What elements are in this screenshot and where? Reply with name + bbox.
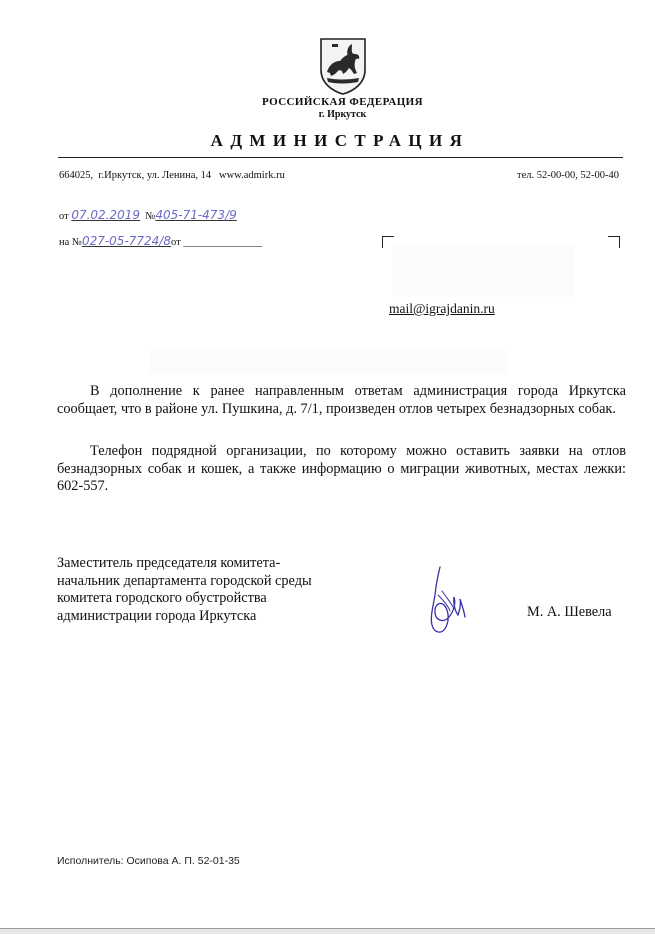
- redacted-recipient: [392, 245, 574, 297]
- header-divider: [58, 157, 623, 158]
- reply-registration: [59, 234, 262, 248]
- address-corner-right: [608, 236, 620, 248]
- handwritten-reply-number: 027-05-7724/8: [81, 234, 171, 248]
- handwritten-number: 405-71-473/9: [155, 208, 237, 222]
- position-line: администрации города Иркутска: [57, 607, 257, 624]
- body-paragraph-2: Телефон подрядной организации, по которому можно оставить заявки на отлов безнадзорных собак и кошек, а также информацию о миграции животных, местах лежки: 602-557.: [57, 443, 626, 494]
- body-paragraph-1: В дополнение к ранее направленным ответам администрация города Иркутска сообщает, что в районе ул. Пушкина, д. 7/1, произведен отлов четырех безнадзорных собак.: [57, 383, 626, 417]
- date-prefix: от: [59, 211, 69, 222]
- phone-line: тел. 52-00-00, 52-00-40: [517, 170, 619, 181]
- handwritten-signature: [420, 565, 470, 640]
- position-line: Заместитель председателя комитета-: [57, 555, 281, 571]
- address-line: 664025, г.Иркутск, ул. Ленина, 14 www.admirk.ru: [59, 170, 285, 181]
- organization-title: АДМИНИСТРАЦИЯ: [210, 131, 470, 150]
- reply-prefix: на №: [59, 237, 82, 248]
- number-prefix: №: [145, 211, 156, 222]
- redacted-salutation: [150, 350, 508, 374]
- handwritten-date: 07.02.2019: [71, 208, 141, 222]
- outgoing-registration: [59, 208, 237, 222]
- signatory-position: [57, 555, 312, 625]
- executor-line: Исполнитель: Осипова А. П. 52-01-35: [57, 855, 240, 867]
- scan-bottom-edge: [0, 928, 655, 934]
- signer-name: М. А. Шевела: [527, 604, 612, 620]
- recipient-email: mail@igrajdanin.ru: [389, 301, 495, 316]
- position-line: комитета городского обустройства: [57, 590, 267, 606]
- position-line: начальник департамента городской среды: [57, 572, 312, 589]
- reply-date-blank: _______________: [183, 237, 263, 248]
- country-heading: РОССИЙСКАЯ ФЕДЕРАЦИЯ: [262, 96, 423, 108]
- reply-date-prefix: от: [171, 237, 181, 248]
- city-heading: г. Иркутск: [318, 109, 367, 120]
- irkutsk-coat-of-arms-icon: [318, 36, 368, 96]
